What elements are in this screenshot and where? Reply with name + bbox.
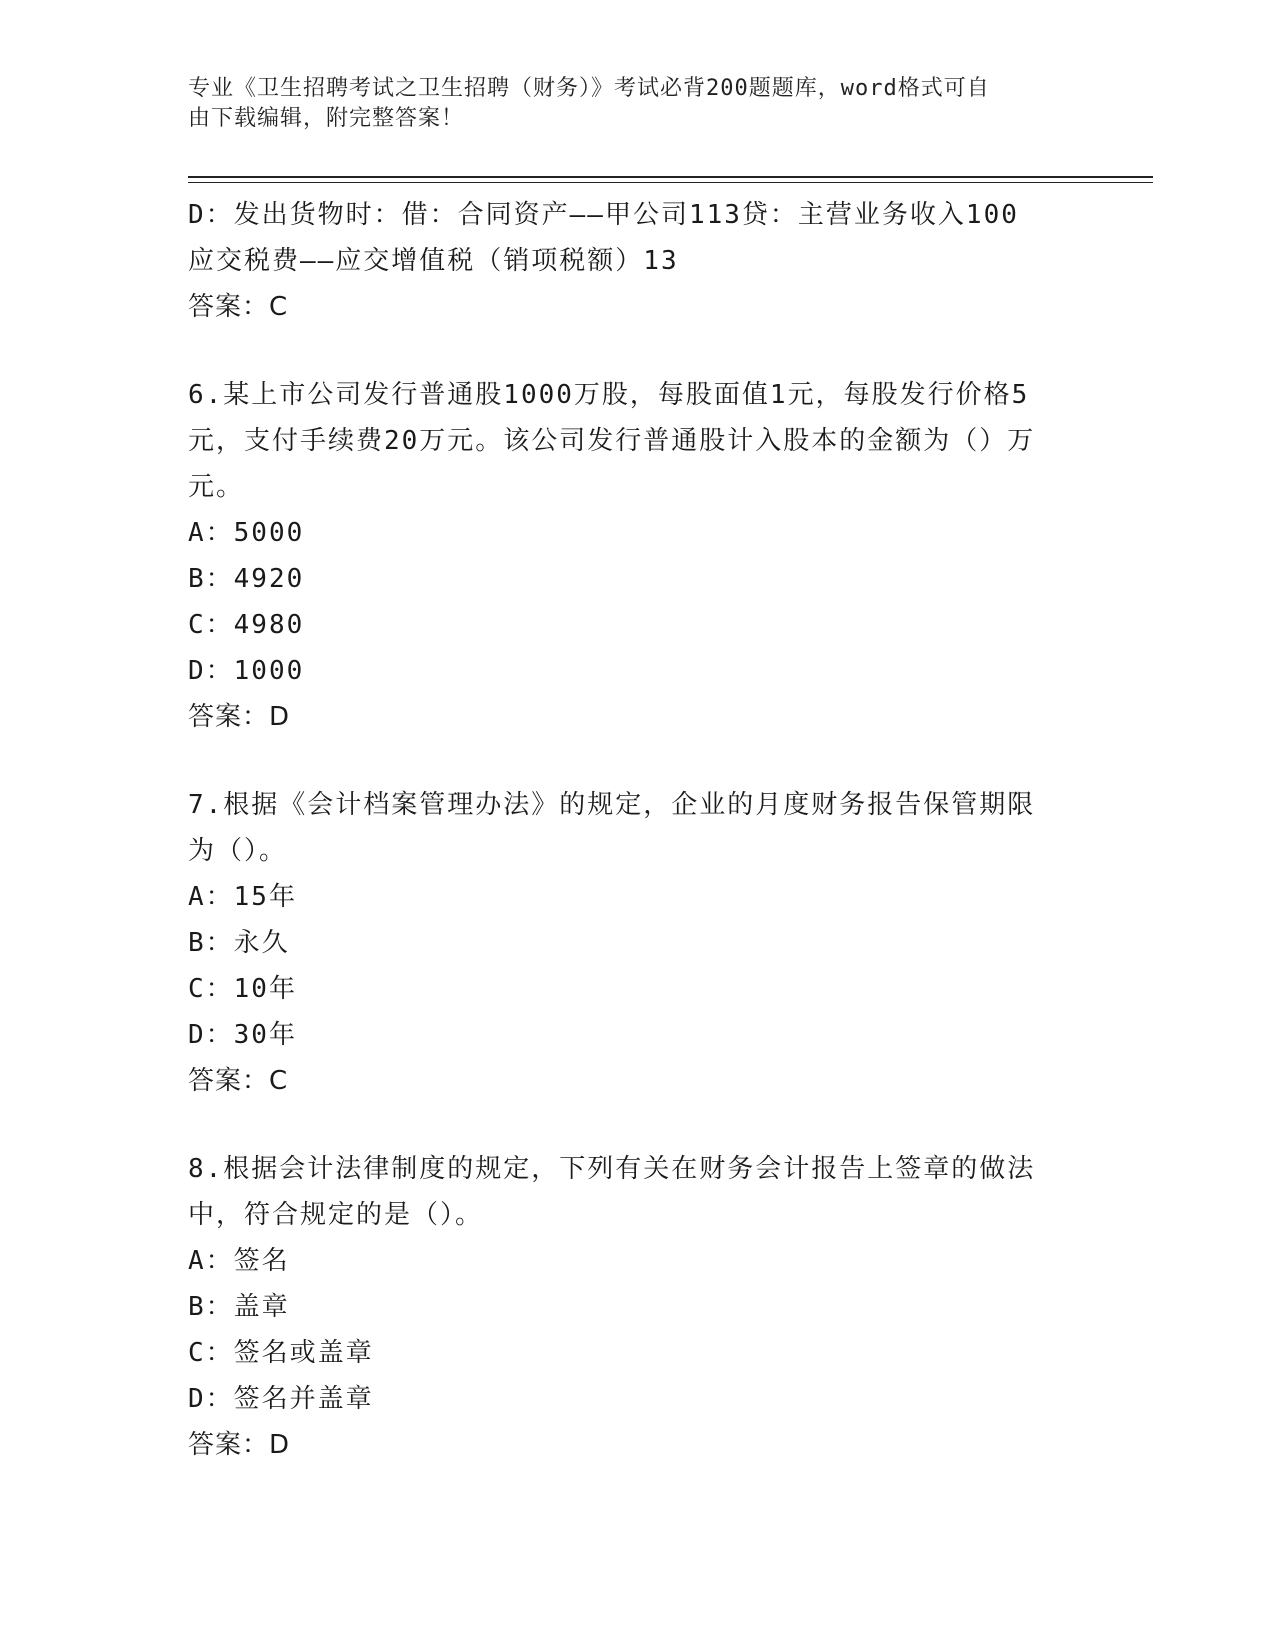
question-stem-continued: 为（）。 [188, 836, 288, 866]
question-stem: 8.根据会计法律制度的规定，下列有关在财务会计报告上签章的做法 [188, 1154, 1036, 1184]
option-d: D：1000 [188, 656, 305, 686]
option-d: D：签名并盖章 [188, 1384, 374, 1414]
option-d: D：30年 [188, 1020, 297, 1050]
question-stem: 7.根据《会计档案管理办法》的规定，企业的月度财务报告保管期限 [188, 790, 1036, 820]
answer-line: 答案：C [188, 292, 289, 322]
answer-line: 答案：D [188, 1430, 291, 1460]
option-d-continued: 应交税费——应交增值税（销项税额）13 [188, 246, 679, 276]
header-line-1: 专业《卫生招聘考试之卫生招聘（财务）》考试必背200题题库，word格式可自 [188, 76, 990, 101]
answer-line: 答案：D [188, 702, 291, 732]
option-b: B：4920 [188, 564, 305, 594]
option-a: A：签名 [188, 1246, 290, 1276]
question-8 [188, 1146, 1068, 1468]
header-line-2: 由下载编辑，附完整答案！ [188, 106, 465, 131]
header-divider-thin [188, 182, 1153, 183]
question-5-tail [188, 192, 1068, 330]
header-divider-thick [188, 176, 1153, 178]
question-stem-continued: 元。 [188, 472, 245, 502]
option-a: A：5000 [188, 518, 305, 548]
option-a: A：15年 [188, 882, 297, 912]
option-c: C：签名或盖章 [188, 1338, 374, 1368]
question-content [188, 192, 1068, 1468]
question-stem-continued: 元，支付手续费20万元。该公司发行普通股计入股本的金额为（）万 [188, 426, 1036, 456]
option-c: C：4980 [188, 610, 305, 640]
option-b: B：盖章 [188, 1292, 290, 1322]
question-7 [188, 782, 1068, 1104]
option-c: C：10年 [188, 974, 297, 1004]
question-6 [188, 372, 1068, 740]
option-d: D：发出货物时：借：合同资产——甲公司113贷：主营业务收入100 [188, 200, 1019, 230]
answer-line: 答案：C [188, 1066, 289, 1096]
document-header [188, 74, 1068, 134]
question-stem: 6.某上市公司发行普通股1000万股，每股面值1元，每股发行价格5 [188, 380, 1030, 410]
question-stem-continued: 中，符合规定的是（）。 [188, 1200, 484, 1230]
option-b: B：永久 [188, 928, 290, 958]
